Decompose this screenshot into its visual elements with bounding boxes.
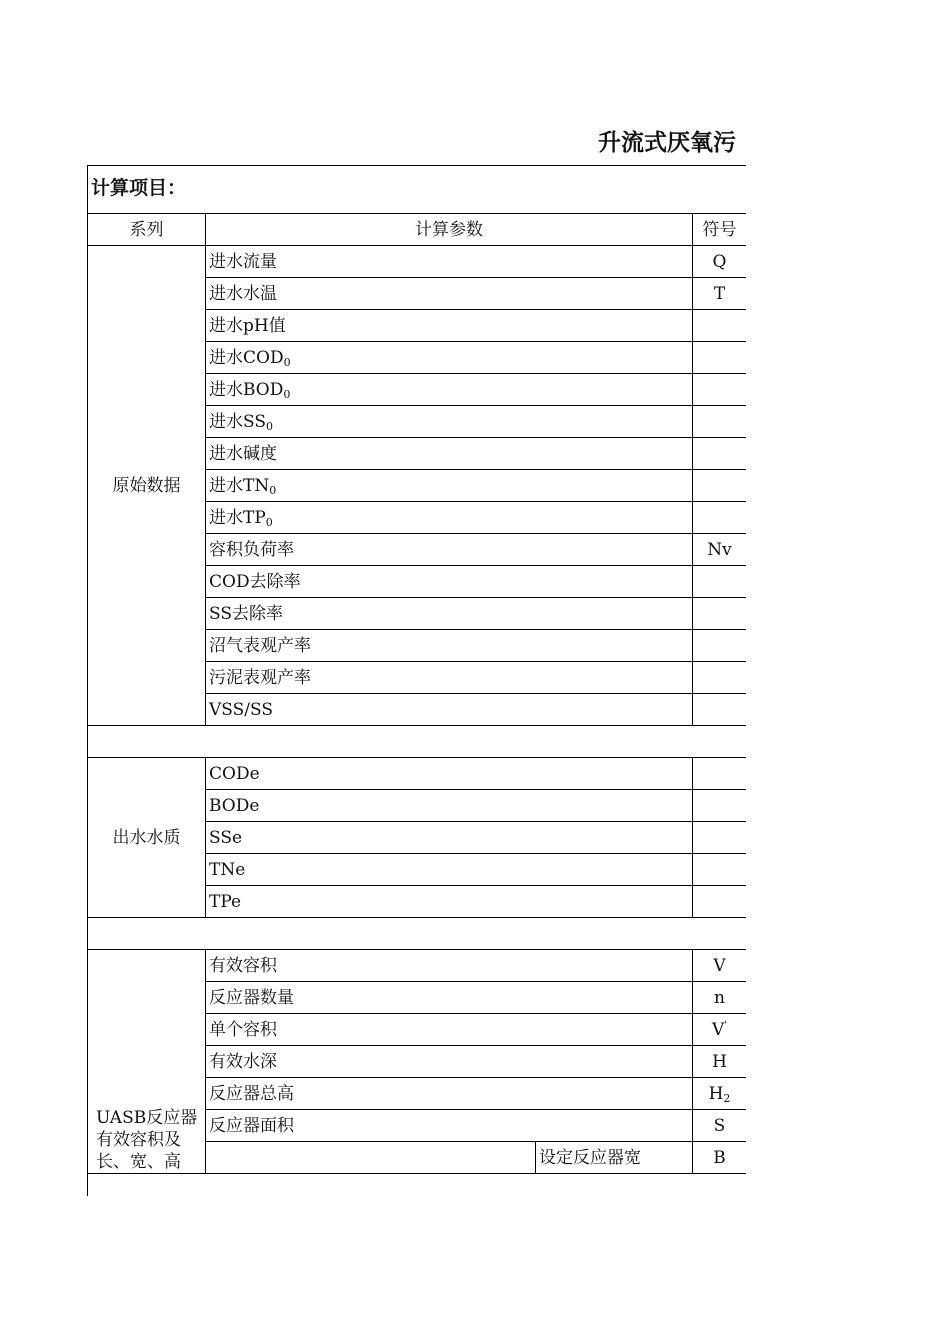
symbol-text: Q <box>712 251 727 272</box>
param-cell[interactable] <box>206 310 693 342</box>
symbol-cell[interactable] <box>693 1110 747 1142</box>
param-cell[interactable] <box>206 406 693 438</box>
param-cell[interactable] <box>206 630 693 662</box>
param-subscript: 0 <box>283 387 291 401</box>
symbol-cell[interactable] <box>693 566 747 598</box>
param-cell[interactable] <box>206 1110 693 1142</box>
symbol-cell[interactable] <box>693 406 747 438</box>
symbol-cell[interactable] <box>693 278 747 310</box>
symbol-text: T <box>713 283 726 304</box>
param-text: TPe <box>209 891 242 912</box>
param-text: 反应器总高 <box>209 1083 294 1104</box>
param-cell[interactable] <box>206 694 693 726</box>
param-text: 反应器数量 <box>209 987 294 1008</box>
param-cell[interactable] <box>206 854 693 886</box>
param-cell[interactable] <box>206 1014 693 1046</box>
symbol-cell[interactable] <box>693 950 747 982</box>
param-text: 进水碱度 <box>209 443 277 464</box>
param-cell[interactable] <box>206 470 693 502</box>
param-text: 进水流量 <box>209 251 277 272</box>
param-cell[interactable] <box>206 1046 693 1078</box>
param-cell[interactable] <box>206 342 693 374</box>
spacer-row <box>88 918 747 950</box>
spacer-cell <box>88 726 747 758</box>
param-cell[interactable] <box>206 502 693 534</box>
symbol-cell[interactable] <box>693 1046 747 1078</box>
calc-table-body <box>88 214 747 1174</box>
param-text: 反应器面积 <box>209 1115 294 1136</box>
param-text: 污泥表观产率 <box>209 667 311 688</box>
calc-table <box>87 213 746 1174</box>
symbol-cell[interactable] <box>693 854 747 886</box>
param-cell[interactable] <box>206 886 693 918</box>
param-text: 进水TN <box>209 475 270 496</box>
param-cell[interactable] <box>206 662 693 694</box>
param-text: SSe <box>209 827 243 848</box>
param-cell[interactable] <box>206 982 693 1014</box>
series-cell-uasb: UASB反应器有效容积及长、宽、高 <box>88 950 206 1174</box>
param-cell[interactable] <box>206 566 693 598</box>
symbol-text: S <box>713 1115 726 1136</box>
param-cell[interactable] <box>206 438 693 470</box>
symbol-cell[interactable] <box>693 310 747 342</box>
param-cell[interactable] <box>206 278 693 310</box>
header-row <box>88 214 747 246</box>
symbol-cell[interactable] <box>693 534 747 566</box>
param-cell[interactable] <box>206 1078 693 1110</box>
param-text: CODe <box>209 763 260 784</box>
param-cell[interactable] <box>206 598 693 630</box>
param-subscript: 0 <box>265 515 273 529</box>
symbol-text: V <box>713 955 726 976</box>
spacer-cell <box>88 918 747 950</box>
header-param: 计算参数 <box>206 214 693 246</box>
symbol-cell[interactable] <box>693 662 747 694</box>
param-text: 沼气表观产率 <box>209 635 311 656</box>
param-cell[interactable] <box>206 950 693 982</box>
table-row <box>88 758 747 790</box>
param-text: 进水SS <box>209 411 266 432</box>
param-text: 进水BOD <box>209 379 284 400</box>
symbol-cell[interactable] <box>693 982 747 1014</box>
symbol-text: Nv <box>707 539 732 560</box>
symbol-text: H <box>712 1051 727 1072</box>
param-cell[interactable] <box>206 790 693 822</box>
symbol-cell[interactable] <box>693 790 747 822</box>
series-cell-raw: 原始数据 <box>88 246 206 726</box>
symbol-superscript: ' <box>724 1019 728 1031</box>
symbol-cell[interactable]: B <box>693 1142 747 1174</box>
param-text: SS去除率 <box>209 603 283 624</box>
param-text: TNe <box>209 859 246 880</box>
param-subscript: 0 <box>266 419 273 433</box>
series-cell-effluent: 出水水质 <box>88 758 206 918</box>
symbol-text: n <box>714 987 725 1008</box>
table-row <box>88 950 747 982</box>
sub-param-cell[interactable]: 设定反应器宽 <box>536 1142 693 1174</box>
symbol-cell[interactable] <box>693 630 747 662</box>
param-cell[interactable] <box>206 374 693 406</box>
calc-sheet <box>87 165 746 1196</box>
table-row <box>88 246 747 278</box>
spacer-row <box>88 726 747 758</box>
param-text: 进水水温 <box>209 283 277 304</box>
param-text: 进水COD <box>209 347 284 368</box>
header-symbol: 符号 <box>693 214 747 246</box>
param-subscript: 0 <box>269 483 277 497</box>
symbol-cell[interactable] <box>693 470 747 502</box>
symbol-cell[interactable] <box>693 1078 747 1110</box>
param-text: 容积负荷率 <box>209 539 294 560</box>
param-text: 进水TP <box>209 507 266 528</box>
param-text: 单个容积 <box>209 1019 277 1040</box>
param-cell[interactable] <box>206 534 693 566</box>
symbol-cell[interactable] <box>693 246 747 278</box>
symbol-cell[interactable] <box>693 758 747 790</box>
symbol-text: H <box>708 1083 724 1104</box>
symbol-cell[interactable] <box>693 886 747 918</box>
symbol-cell[interactable] <box>693 822 747 854</box>
param-text: 进水pH值 <box>209 315 286 336</box>
param-cell[interactable] <box>206 822 693 854</box>
param-text: COD去除率 <box>209 571 301 592</box>
param-text: BODe <box>209 795 260 816</box>
symbol-subscript: 2 <box>723 1091 731 1105</box>
param-text: 有效水深 <box>209 1051 277 1072</box>
symbol-cell[interactable] <box>693 694 747 726</box>
symbol-cell[interactable] <box>693 1014 747 1046</box>
param-cell[interactable] <box>206 1142 536 1174</box>
sheet-top-border <box>87 165 746 166</box>
param-text: 有效容积 <box>209 955 277 976</box>
symbol-cell[interactable] <box>693 438 747 470</box>
symbol-cell[interactable] <box>693 374 747 406</box>
symbol-cell[interactable] <box>693 598 747 630</box>
sheet-title: 升流式厌氧污 <box>598 129 736 156</box>
param-cell[interactable] <box>206 758 693 790</box>
param-text: VSS/SS <box>209 699 273 720</box>
param-subscript: 0 <box>283 355 291 369</box>
param-cell[interactable] <box>206 246 693 278</box>
symbol-text: V <box>711 1019 725 1040</box>
symbol-cell[interactable] <box>693 342 747 374</box>
header-series: 系列 <box>88 214 206 246</box>
project-label: 计算项目： <box>91 177 187 199</box>
symbol-cell[interactable] <box>693 502 747 534</box>
